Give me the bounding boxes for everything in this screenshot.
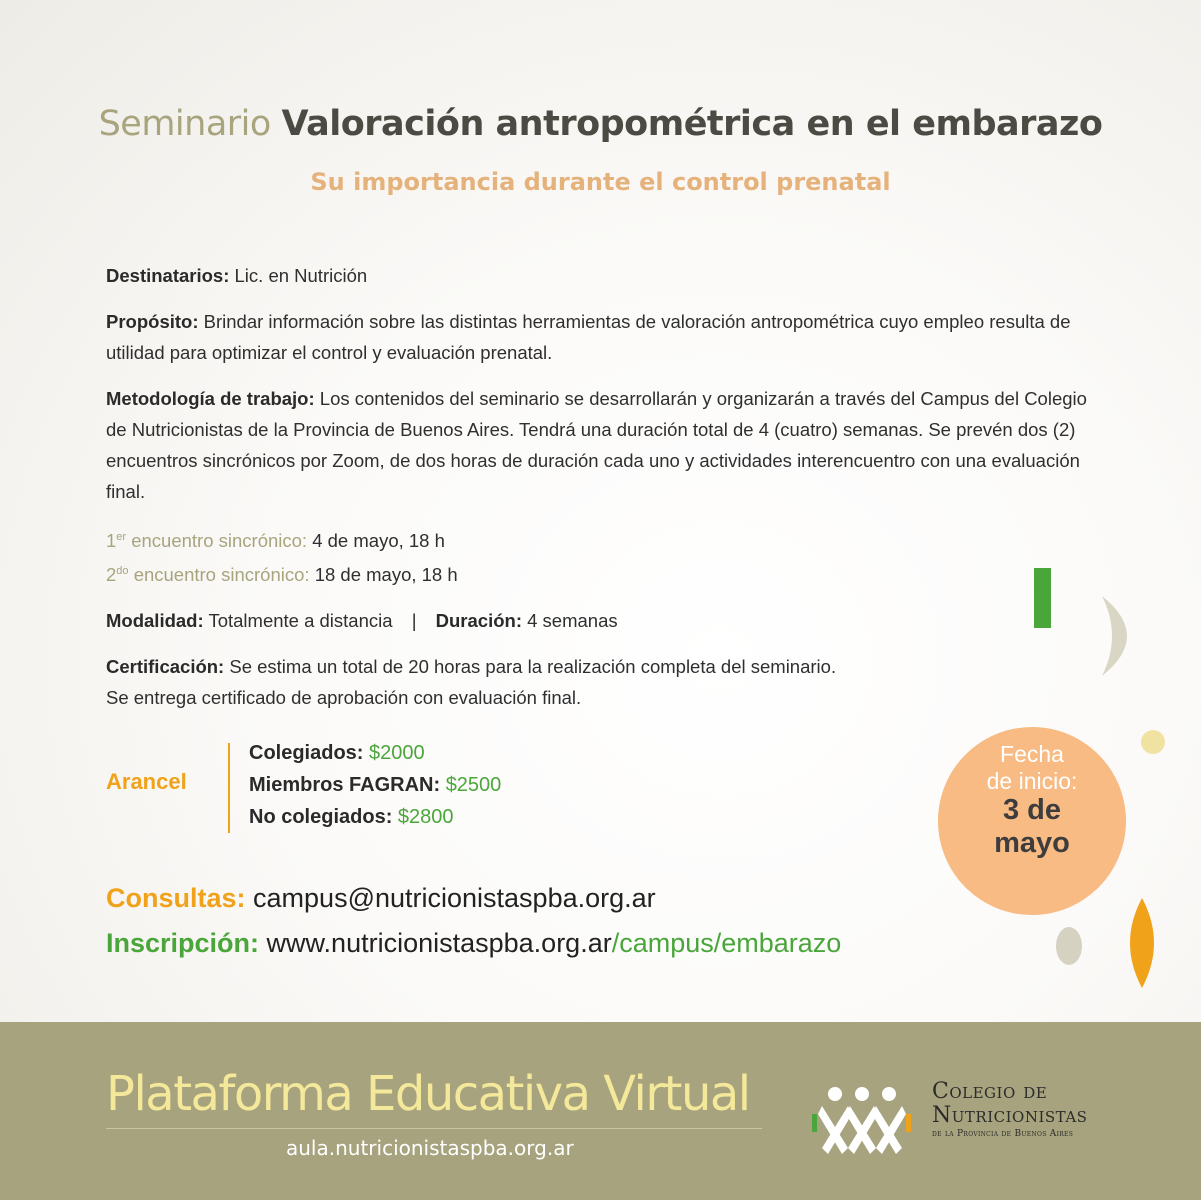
modalidad-duracion — [106, 605, 1106, 636]
destinatarios — [106, 260, 1106, 291]
orange-leaf-icon — [1124, 898, 1160, 988]
consultas-email-link[interactable]: campus@nutricionistaspba.org.ar — [253, 883, 656, 913]
proposito-value: Brindar información sobre las distintas herramientas de valoración antropométrica cuyo empleo resulta de utilidad para optimizar el control y evaluación prenatal. — [106, 311, 1071, 363]
arancel-divider — [228, 743, 230, 833]
grey-seed-icon — [1054, 926, 1084, 966]
certificacion — [106, 651, 1106, 713]
price-name: Miembros FAGRAN: — [249, 774, 441, 796]
encuentro-1 — [106, 522, 1106, 556]
arancel-label: Arancel — [106, 769, 187, 794]
encuentros — [106, 522, 1106, 590]
encuentro-2-sup: do — [116, 565, 129, 578]
metodologia-value: Los contenidos del seminario se desarrollarán y organizarán a través del Campus del Colegio de Nutricionistas de la Provincia de Buenos Aires. Tendrá una duración total de 4 (cuatro) semanas. Se prevén dos (2) encuentros sincrónicos por Zoom, de dos horas de duración cada uno y actividades interencuentro con una evaluación final. — [106, 388, 1087, 502]
price-value: $2000 — [369, 742, 425, 764]
price-name: No colegiados: — [249, 806, 393, 828]
metodologia-label: Metodología de trabajo: — [106, 388, 315, 409]
inscripcion-label: Inscripción: — [106, 928, 260, 958]
encuentro-1-sup: er — [116, 531, 127, 543]
price-row — [249, 801, 501, 833]
modalidad-label: Modalidad: — [106, 610, 204, 632]
encuentro-1-value: 4 de mayo, 18 h — [312, 530, 445, 552]
price-row — [249, 737, 501, 769]
certificacion-value-1: Se estima un total de 20 horas para la realización completa del seminario. — [229, 656, 837, 678]
encuentro-2 — [106, 556, 1106, 590]
paren-shape-icon — [1100, 594, 1142, 678]
price-name: Colegiados: — [249, 742, 364, 764]
yellow-dot-icon — [1141, 730, 1165, 754]
certificacion-value-2: Se entrega certificado de aprobación con evaluación final. — [106, 687, 582, 709]
price-value: $2500 — [445, 774, 502, 796]
encuentro-2-label: encuentro sincrónico: — [133, 564, 310, 586]
info-section — [106, 260, 1106, 728]
encuentro-1-num: 1 — [106, 530, 117, 552]
proposito — [106, 306, 1106, 368]
green-bar-icon — [1034, 568, 1051, 628]
inscripcion[interactable] — [106, 921, 841, 966]
encuentro-2-value: 18 de mayo, 18 h — [314, 564, 458, 586]
duracion-label: Duración: — [435, 610, 522, 632]
colegio-line1: Colegio de — [932, 1079, 1048, 1104]
metodologia — [106, 383, 1106, 507]
inscripcion-url-path[interactable]: /campus/embarazo — [611, 928, 842, 958]
badge-line1: Fecha — [1000, 741, 1064, 767]
colegio-logo-icon — [812, 1082, 912, 1160]
encuentro-2-num: 2 — [106, 564, 117, 586]
certificacion-label: Certificación: — [106, 656, 225, 678]
consultas-label: Consultas: — [106, 883, 246, 913]
badge-line2: de inicio: — [986, 768, 1078, 794]
page-title — [0, 104, 1201, 144]
proposito-label: Propósito: — [106, 311, 199, 332]
inscripcion-url-base[interactable]: www.nutricionistaspba.org.ar — [266, 928, 612, 958]
page-subtitle: Su importancia durante el control prenatal — [310, 168, 891, 196]
consultas — [106, 876, 841, 921]
destinatarios-label: Destinatarios: — [106, 265, 230, 286]
colegio-line3: de la Provincia de Buenos Aires — [932, 1129, 1074, 1139]
arancel-section — [106, 737, 706, 833]
title-light: Seminario — [98, 104, 271, 144]
platform-url-link[interactable]: aula.nutricionistaspba.org.ar — [286, 1136, 574, 1160]
price-row — [249, 769, 501, 801]
arancel-prices — [249, 737, 501, 833]
duracion-value: 4 semanas — [527, 610, 618, 632]
footer — [0, 1022, 1201, 1200]
badge-line3: 3 de — [1002, 794, 1062, 826]
colegio-name — [932, 1080, 1087, 1140]
start-date-badge — [938, 727, 1126, 915]
badge-line4: mayo — [994, 827, 1070, 859]
encuentro-1-label: encuentro sincrónico: — [131, 530, 308, 552]
colegio-line2: Nutricionistas — [932, 1103, 1088, 1128]
price-value: $2800 — [397, 806, 454, 828]
title-bold: Valoración antropométrica en el embarazo — [281, 104, 1103, 144]
destinatarios-value: Lic. en Nutrición — [234, 265, 368, 286]
separator: | — [411, 610, 417, 632]
contact-section — [106, 876, 841, 966]
footer-divider — [106, 1128, 762, 1129]
modalidad-value: Totalmente a distancia — [208, 610, 393, 632]
platform-title: Plataforma Educativa Virtual — [106, 1066, 750, 1122]
